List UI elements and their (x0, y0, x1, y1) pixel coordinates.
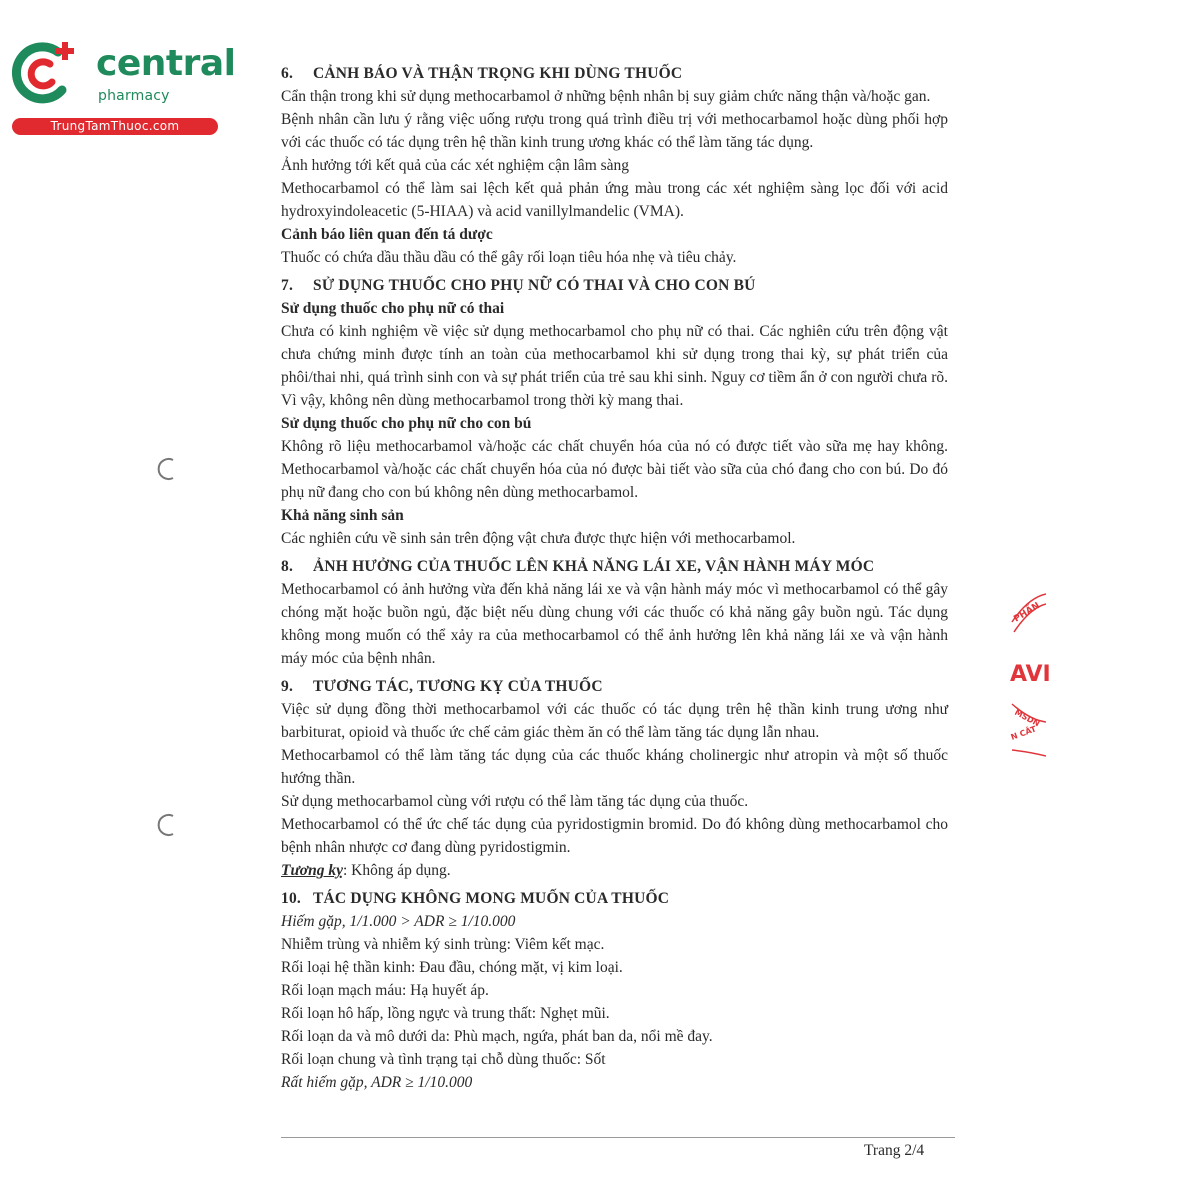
logo-subtitle: pharmacy (98, 88, 170, 104)
labeled-paragraph (281, 859, 948, 882)
paragraph: Rối loạn da và mô dưới da: Phù mạch, ngứa, phát ban da, nổi mề đay. (281, 1028, 713, 1045)
svg-text:N CÂT: N CÂT (1010, 724, 1038, 742)
paragraph: Methocarbamol có thể làm sai lệch kết quả phản ứng màu trong các xét nghiệm sàng lọc đối với acid hydroxyindoleacetic (5-HIAA) và acid vanillylmandelic (VMA). (281, 180, 948, 220)
paragraph: Không rõ liệu methocarbamol và/hoặc các chất chuyển hóa của nó có được tiết vào sữa mẹ hay không. Methocarbamol và/hoặc các chất chuyển hóa của nó được bài tiết vào sữa của chó đang cho con bú. Do đó phụ nữ đang cho con bú không nên dùng methocarbamol. (281, 438, 948, 501)
stamp-fragment (1010, 592, 1046, 636)
paragraph: Nhiễm trùng và nhiễm ký sinh trùng: Viêm kết mạc. (281, 936, 605, 953)
section-heading (281, 675, 948, 698)
section-heading (281, 887, 948, 910)
subheading: Cảnh báo liên quan đến tá dược (281, 226, 493, 243)
document-body (281, 62, 948, 1094)
logo-wordmark: central (96, 43, 236, 84)
stamp-fragment: AVI (1010, 662, 1051, 687)
paragraph: Bệnh nhân cần lưu ý rằng việc uống rượu trong quá trình điều trị với methocarbamol hoặc dùng phối hợp với các thuốc có tác dụng trên hệ thần kinh trung ương khác có thể làm tăng tác dụng. (281, 111, 948, 151)
paragraph: Rối loạn mạch máu: Hạ huyết áp. (281, 982, 489, 999)
section-title: TƯƠNG TÁC, TƯƠNG KỴ CỦA THUỐC (313, 678, 603, 695)
svg-text:PHẨN: PHẨN (1012, 600, 1042, 625)
paragraph: Rối loạn chung và tình trạng tại chỗ dùng thuốc: Sốt (281, 1051, 606, 1068)
paragraph: Cẩn thận trong khi sử dụng methocarbamol ở những bệnh nhân bị suy giảm chức năng thận và/hoặc gan. (281, 88, 931, 105)
italic-note: Hiếm gặp, 1/1.000 > ADR ≥ 1/10.000 (281, 913, 516, 930)
section-title: SỬ DỤNG THUỐC CHO PHỤ NỮ CÓ THAI VÀ CHO CON BÚ (313, 277, 756, 294)
paragraph: Methocarbamol có thể làm tăng tác dụng của các thuốc kháng cholinergic như atropin và một số thuốc hướng thần. (281, 747, 948, 787)
page-number: Trang 2/4 (864, 1142, 925, 1159)
inline-label: Tương kỵ (281, 862, 343, 879)
paragraph: Sử dụng methocarbamol cùng với rượu có thể làm tăng tác dụng của thuốc. (281, 793, 749, 810)
punch-hole-icon (155, 813, 179, 837)
paragraph: Thuốc có chứa dầu thầu dầu có thể gây rối loạn tiêu hóa nhẹ và tiêu chảy. (281, 249, 737, 266)
paragraph: Các nghiên cứu về sinh sản trên động vật chưa được thực hiện với methocarbamol. (281, 530, 796, 547)
section-heading (281, 62, 948, 85)
punch-hole-icon (155, 457, 179, 481)
subheading: Sử dụng thuốc cho phụ nữ cho con bú (281, 415, 532, 432)
svg-text:MSDN: MSDN (1013, 707, 1042, 729)
stamp-fragment (1010, 700, 1046, 760)
paragraph: Methocarbamol có thể ức chế tác dụng của pyridostigmin bromid. Do đó không dùng methocarbamol cho bệnh nhân nhược cơ đang dùng pyridostigmin. (281, 816, 948, 856)
paragraph: Methocarbamol có ảnh hưởng vừa đến khả năng lái xe và vận hành máy móc vì methocarbamol có thể gây chóng mặt hoặc buồn ngủ, đặc biệt nếu dùng chung với các thuốc có khả năng gây buồn ngủ. Tác dụng không mong muốn có thể xảy ra của methocarbamol có thể ảnh hưởng lên khả năng lái xe và vận hành máy móc của bệnh nhân. (281, 581, 948, 667)
section-number: 9. (281, 678, 294, 695)
section-title: ẢNH HƯỞNG CỦA THUỐC LÊN KHẢ NĂNG LÁI XE, VẬN HÀNH MÁY MÓC (313, 558, 875, 575)
section-number: 7. (281, 277, 294, 294)
inline-text: : Không áp dụng. (342, 862, 451, 879)
pharmacy-logo (10, 38, 236, 138)
section-title: CẢNH BÁO VÀ THẬN TRỌNG KHI DÙNG THUỐC (313, 65, 683, 82)
paragraph: Ảnh hưởng tới kết quả của các xét nghiệm cận lâm sàng (281, 157, 630, 174)
section-number: 8. (281, 558, 294, 575)
italic-note: Rất hiếm gặp, ADR ≥ 1/10.000 (281, 1074, 473, 1091)
logo-mark-icon (10, 38, 80, 108)
paragraph: Việc sử dụng đồng thời methocarbamol với các thuốc có tác dụng trên hệ thần kinh trung ương như barbiturat, opioid và thuốc ức chế cảm giác thèm ăn có thể làm tăng tác dụng lẫn nhau. (281, 701, 948, 741)
paragraph: Rối loại hệ thần kinh: Đau đầu, chóng mặt, vị kim loại. (281, 959, 623, 976)
logo-website-link[interactable]: TrungTamThuoc.com (12, 118, 218, 135)
subheading: Khả năng sinh sản (281, 507, 404, 524)
subheading: Sử dụng thuốc cho phụ nữ có thai (281, 300, 505, 317)
paragraph: Chưa có kinh nghiệm về việc sử dụng methocarbamol cho phụ nữ có thai. Các nghiên cứu trên động vật chưa chứng minh được tính an toàn của methocarbamol khi sử dụng trong thai kỳ, sự phát triển của phôi/thai nhi, quá trình sinh con và sự phát triển của trẻ sau khi sinh. Nguy cơ tiềm ẩn ở con người chưa rõ. Vì vậy, không nên dùng methocarbamol trong thời kỳ mang thai. (281, 323, 948, 409)
footer-divider (281, 1137, 955, 1138)
paragraph: Rối loạn hô hấp, lồng ngực và trung thất: Nghẹt mũi. (281, 1005, 610, 1022)
section-number: 10. (281, 890, 301, 907)
section-number: 6. (281, 65, 294, 82)
section-heading (281, 274, 948, 297)
section-title: TÁC DỤNG KHÔNG MONG MUỐN CỦA THUỐC (313, 890, 670, 907)
section-heading (281, 555, 948, 578)
